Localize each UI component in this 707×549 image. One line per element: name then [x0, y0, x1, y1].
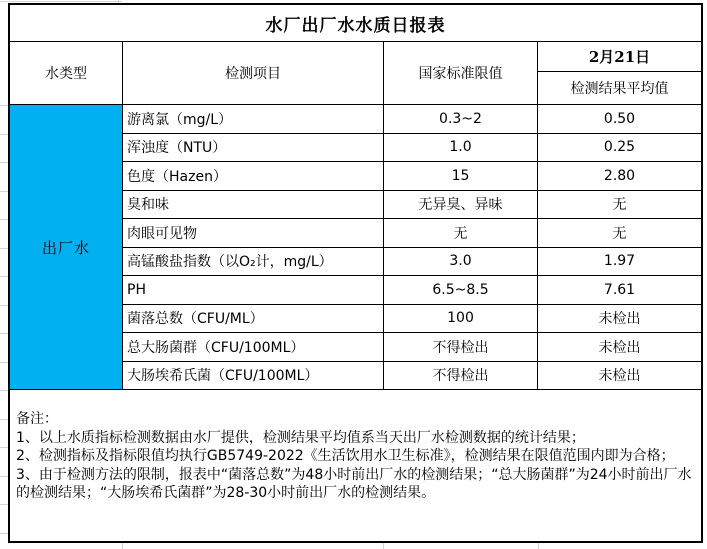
note-line: 3、由于检测方法的限制，报表中“菌落总数”为48小时前出厂水的检测结果；“总大肠菌群”为24小时前出厂水的检测结果；“大肠埃希氏菌群”为28-30小时前出厂水的检测结果。	[16, 466, 692, 501]
limit-cell: 15	[384, 162, 538, 191]
limit-cell: 100	[384, 305, 538, 334]
test-item-cell: 高锰酸盐指数（以O₂计，mg/L）	[123, 248, 384, 277]
result-cell: 未检出	[538, 333, 701, 362]
test-item-cell: 肉眼可见物	[123, 219, 384, 248]
limit-cell: 无	[384, 219, 538, 248]
result-cell: 0.25	[538, 134, 701, 163]
result-cell: 无	[538, 219, 701, 248]
report-title: 水厂出厂水水质日报表	[10, 5, 701, 42]
result-cell: 0.50	[538, 105, 701, 134]
test-item-cell: 菌落总数（CFU/ML）	[123, 305, 384, 334]
water-type-cell: 出厂水	[10, 105, 123, 390]
limit-cell: 3.0	[384, 248, 538, 277]
header-water-type: 水类型	[10, 42, 123, 105]
limit-cell: 不得检出	[384, 362, 538, 391]
notes-heading: 备注：	[16, 411, 58, 427]
limit-cell: 无异臭、异味	[384, 191, 538, 220]
result-cell: 7.61	[538, 276, 701, 305]
result-cell: 2.80	[538, 162, 701, 191]
result-cell: 未检出	[538, 362, 701, 391]
result-cell: 1.97	[538, 248, 701, 277]
test-item-cell: 总大肠菌群（CFU/100ML）	[123, 333, 384, 362]
test-item-cell: 臭和味	[123, 191, 384, 220]
limit-cell: 0.3~2	[384, 105, 538, 134]
result-cell: 无	[538, 191, 701, 220]
test-item-cell: 浑浊度（NTU）	[123, 134, 384, 163]
notes-cell	[10, 390, 701, 541]
test-item-cell: 大肠埃希氏菌（CFU/100ML）	[123, 362, 384, 391]
header-date: 2月21日	[538, 42, 701, 72]
header-test-item: 检测项目	[123, 42, 384, 105]
result-cell: 未检出	[538, 305, 701, 334]
header-standard-limit: 国家标准限值	[384, 42, 538, 105]
header-result-avg: 检测结果平均值	[538, 72, 701, 105]
test-item-cell: 色度（Hazen）	[123, 162, 384, 191]
note-line: 1、以上水质指标检测数据由水厂提供，检测结果平均值系当天出厂水检测数据的统计结果；	[16, 429, 585, 446]
limit-cell: 1.0	[384, 134, 538, 163]
note-line: 2、检测指标及指标限值均执行GB5749-2022《生活饮用水卫生标准》，检测结果在限值范围内即为合格；	[16, 448, 675, 464]
water-quality-report-table	[8, 3, 703, 543]
test-item-cell: 游离氯（mg/L）	[123, 105, 384, 134]
limit-cell: 不得检出	[384, 333, 538, 362]
limit-cell: 6.5~8.5	[384, 276, 538, 305]
test-item-cell: PH	[123, 276, 384, 305]
